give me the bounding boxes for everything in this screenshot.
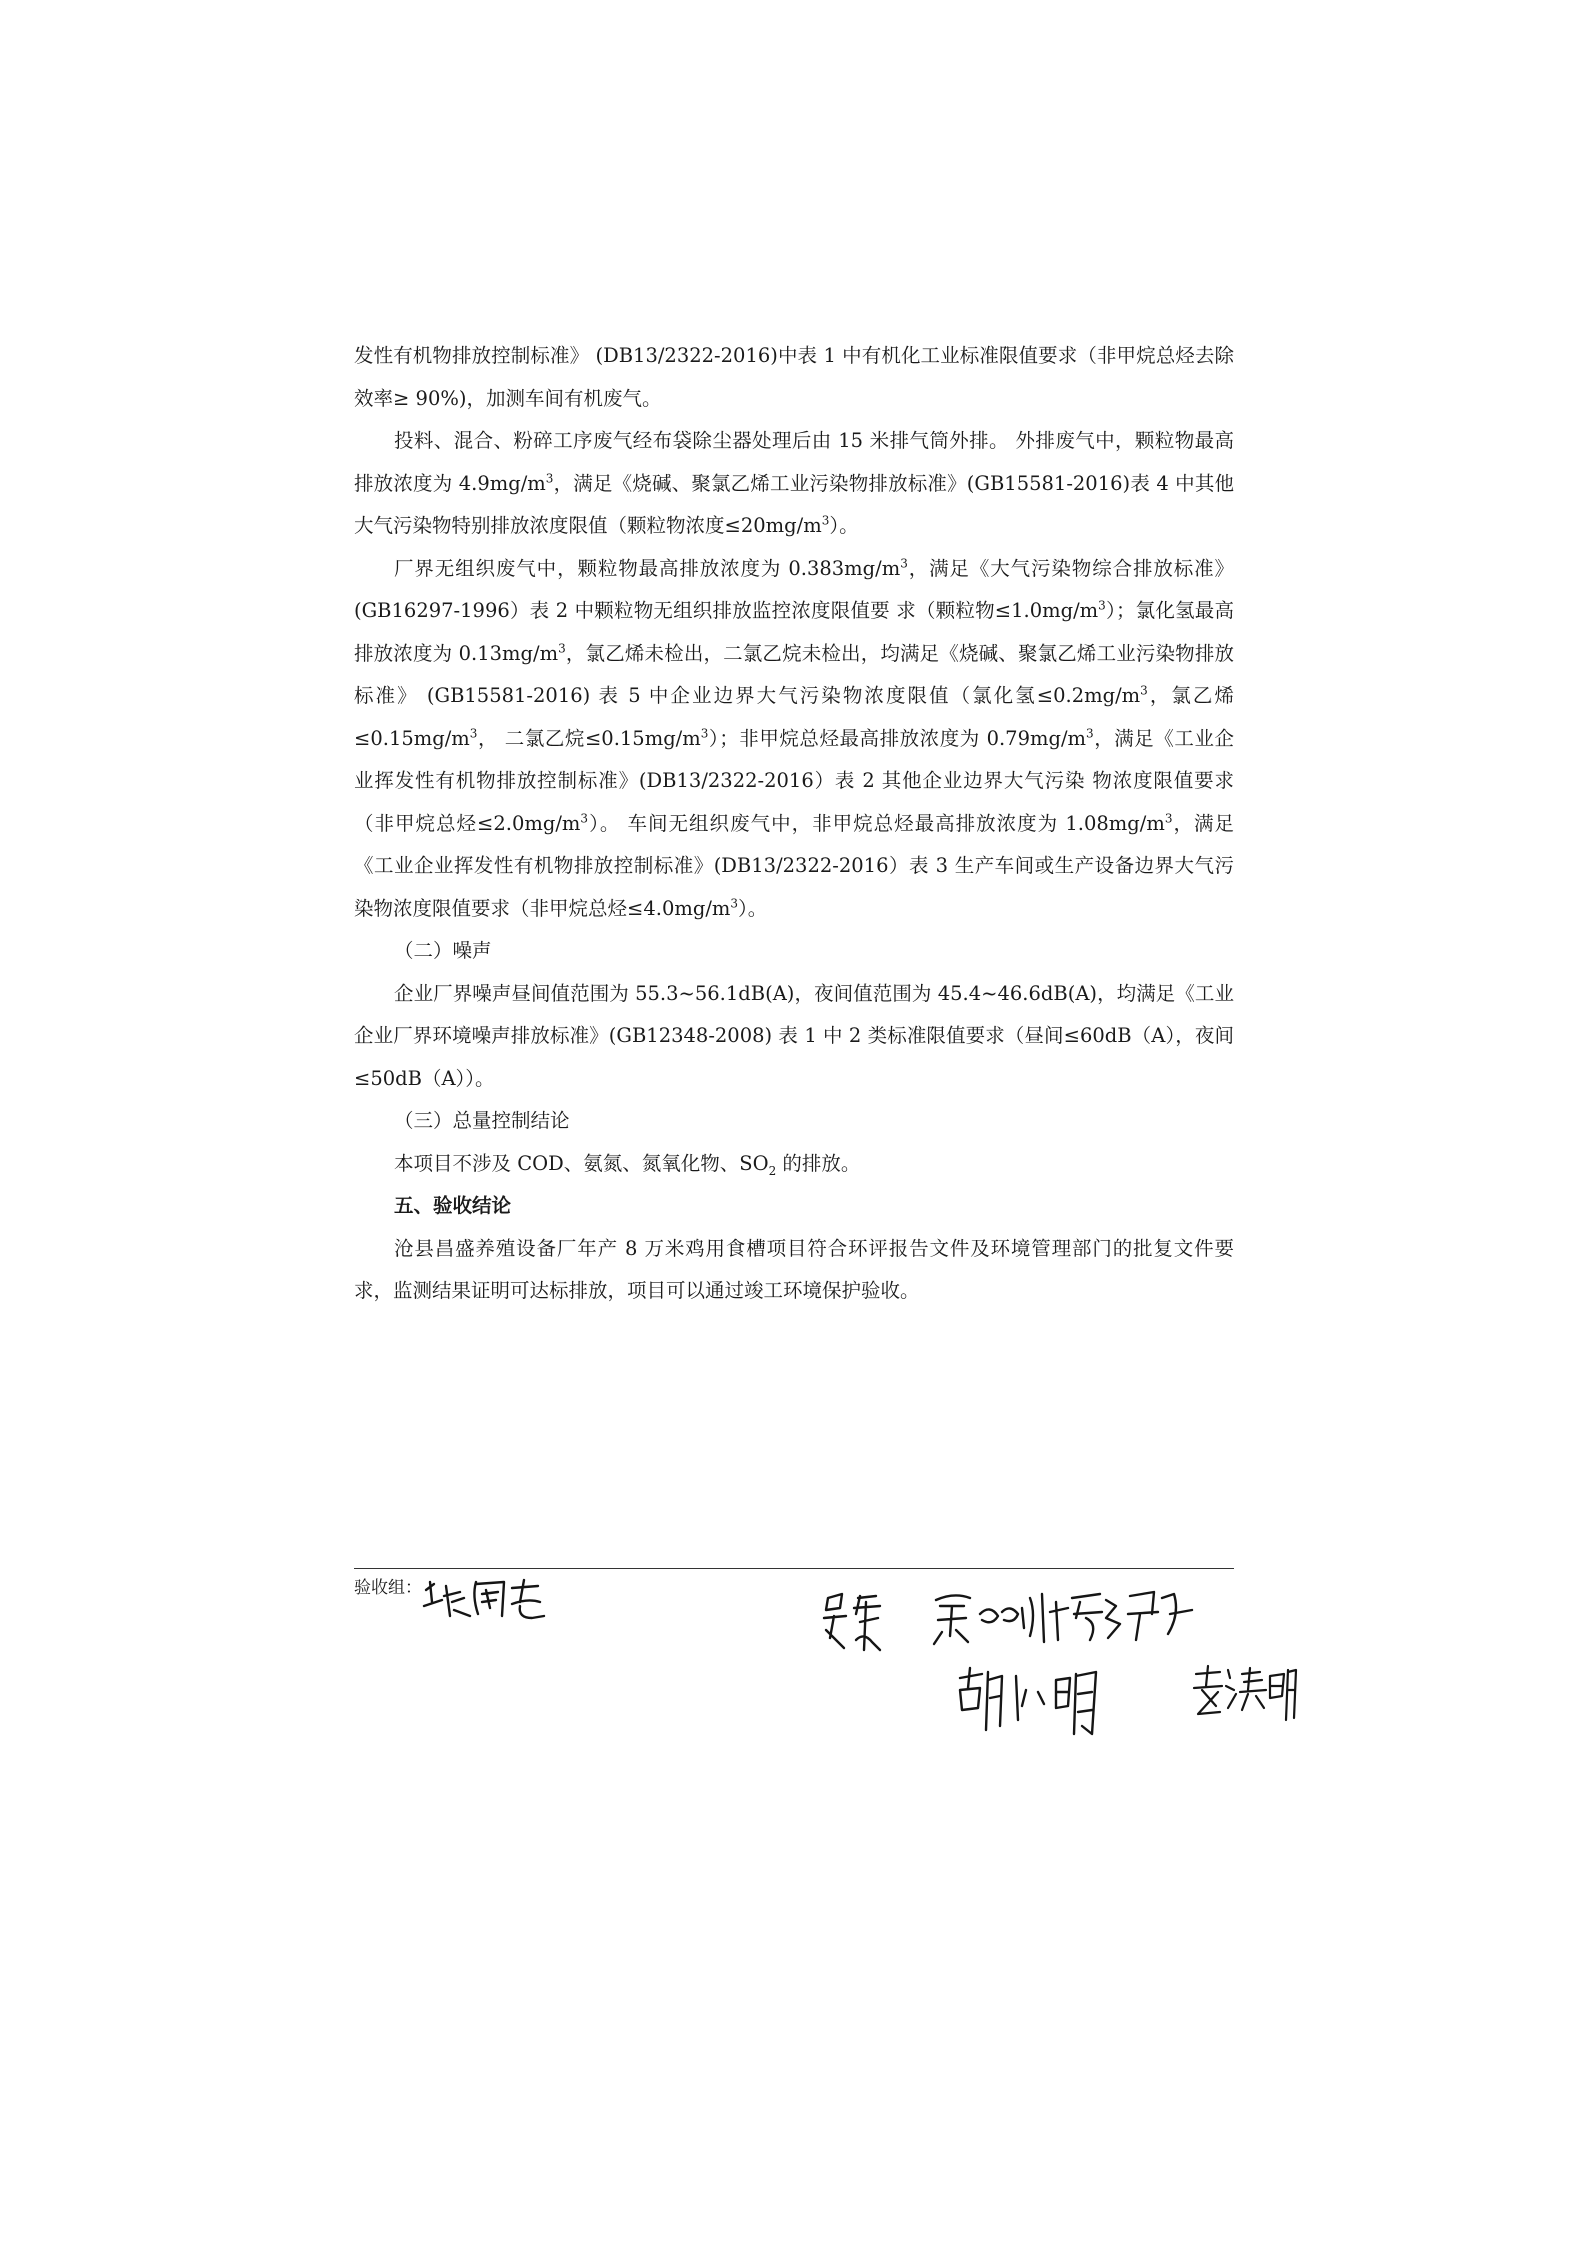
signature-5 — [1190, 1660, 1298, 1726]
paragraph-text: 五、验收结论 — [394, 1194, 512, 1217]
paragraph-p2 — [354, 420, 1234, 548]
superscript: 3 — [558, 641, 566, 655]
paragraph-text: ）。 — [829, 514, 859, 537]
superscript: 3 — [1098, 598, 1106, 613]
signature-label: 验收组： — [354, 1578, 422, 1598]
paragraph-p3 — [354, 548, 1234, 931]
paragraph-text: ）。 车间无组织废气中，非甲烷总烃最高排放浓度为 1.08mg/m — [588, 811, 1165, 835]
paragraph-text: ，氯乙烯≤0.15mg/m — [354, 684, 1234, 750]
paragraph-text: 厂界无组织废气中，颗粒物最高排放浓度为 0.383mg/m — [394, 556, 901, 580]
signature-3 — [930, 1584, 1200, 1654]
signature-4 — [952, 1660, 1102, 1744]
paragraph-text: （三）总量控制结论 — [394, 1109, 570, 1132]
paragraph-p1 — [354, 335, 1234, 420]
signature-1 — [420, 1572, 550, 1632]
paragraph-text: （二）噪声 — [394, 939, 492, 962]
signature-2 — [820, 1588, 900, 1660]
superscript: 3 — [900, 556, 908, 570]
paragraph-text: ，满足《工业企业挥发性有机物排放控制标准》(DB13/2322-2016）表 2 其他企业边界大气污染 物浓度限值要求（非甲烷总烃≤2.0mg/m — [354, 726, 1234, 835]
paragraph-p4 — [354, 930, 1234, 973]
paragraph-text: 投料、混合、粉碎工序废气经布袋除尘器处理后由 15 米排气筒外排。 外排废气中，颗粒物最高排放浓度为 4.9mg/m — [354, 429, 1234, 495]
paragraph-p5 — [354, 973, 1234, 1101]
paragraph-p6 — [354, 1100, 1234, 1143]
paragraph-p7 — [354, 1143, 1234, 1186]
paragraph-text: ，满足《烧碱、聚氯乙烯工业污染物排放标准》(GB15581-2016)表 4 中其他大气污染物特别排放浓度限值（颗粒物浓度≤20mg/m — [354, 471, 1234, 537]
superscript: 3 — [1140, 683, 1148, 698]
subscript: 2 — [768, 1163, 777, 1178]
paragraph-p8 — [354, 1185, 1234, 1228]
paragraph-text: 的排放。 — [776, 1151, 861, 1175]
superscript: 3 — [821, 513, 830, 528]
paragraph-text: 本项目不涉及 COD、氨氮、氮氧化物、SO — [394, 1151, 769, 1175]
paragraph-text: ）；氯化氢最高排放浓度为 0.13mg/m — [354, 599, 1234, 665]
paragraph-text: 企业厂界噪声昼间值范围为 55.3~56.1dB(A)，夜间值范围为 45.4~46.6dB(A)，均满足《工业企业厂界环境噪声排放标准》(GB12348-2008) 表 1 中 2 类标准限值要求（昼间≤60dB（A），夜间≤50dB（A））。 — [354, 981, 1234, 1090]
paragraph-p9 — [354, 1228, 1234, 1313]
document-body — [354, 335, 1234, 1313]
paragraph-text: ）；非甲烷总烃最高排放浓度为 0.79mg/m — [708, 726, 1087, 750]
paragraph-text: ，氯乙烯未检出，二氯乙烷未检出，均满足《烧碱、聚氯乙烯工业污染物排放标准》 (GB15581-2016) 表 5 中企业边界大气污染物浓度限值（氯化氢≤0.2mg/m — [354, 641, 1234, 707]
paragraph-text: ，满足《工业企业挥发性有机物排放控制标准》(DB13/2322-2016）表 3 生产车间或生产设备边界大气污染物浓度限值要求（非甲烷总烃≤4.0mg/m — [354, 811, 1234, 920]
superscript: 3 — [730, 896, 739, 910]
superscript: 3 — [469, 726, 478, 740]
superscript: 3 — [700, 726, 709, 740]
paragraph-text: ）。 — [738, 896, 768, 920]
signature-divider — [354, 1568, 1234, 1569]
paragraph-text: ， 二氯乙烷≤0.15mg/m — [477, 726, 701, 750]
superscript: 3 — [545, 471, 554, 485]
superscript: 3 — [1164, 811, 1173, 825]
superscript: 3 — [1086, 726, 1094, 740]
superscript: 3 — [580, 811, 589, 825]
paragraph-text: 发性有机物排放控制标准》 (DB13/2322-2016)中表 1 中有机化工业标准限值要求（非甲烷总烃去除效率≥ 90%)，加测车间有机废气。 — [354, 344, 1234, 410]
paragraph-text: 沧县昌盛养殖设备厂年产 8 万米鸡用食槽项目符合环评报告文件及环境管理部门的批复文件要求，监测结果证明可达标排放，项目可以通过竣工环境保护验收。 — [354, 1236, 1234, 1302]
paragraph-text: ，满足《大气污染物综合排放标准》(GB16297-1996）表 2 中颗粒物无组织排放监控浓度限值要 求（颗粒物≤1.0mg/m — [354, 556, 1234, 622]
